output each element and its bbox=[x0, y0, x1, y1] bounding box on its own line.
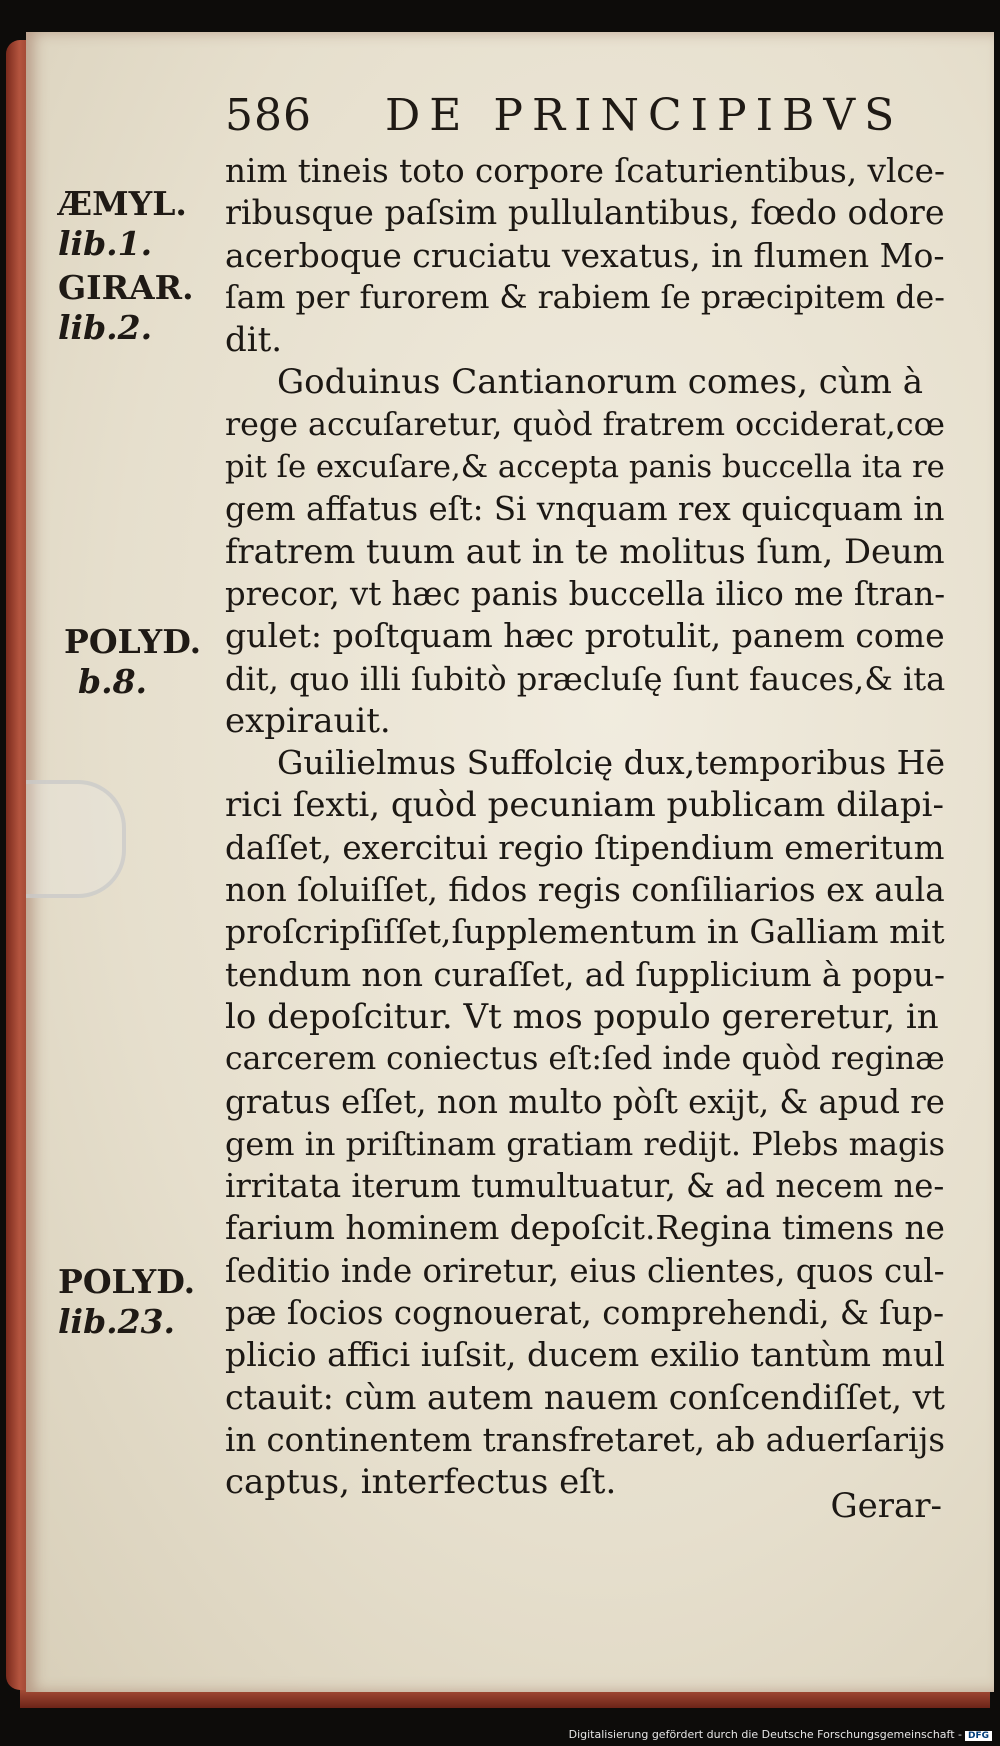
running-title: DE PRINCIPIBVS bbox=[384, 90, 904, 141]
paragraph-start-line: Goduinus Cantianorum comes, cùm à bbox=[277, 362, 923, 403]
text-line: carcerem coniectus eſt:ſed inde quòd reginæ bbox=[225, 1041, 945, 1078]
text-line: gem affatus eſt: Si vnquam rex quicquam in bbox=[225, 490, 945, 529]
text-line: gem in priſtinam gratiam redijt. Plebs magis bbox=[225, 1124, 945, 1163]
page-clip bbox=[26, 780, 126, 898]
catchword: Gerar- bbox=[830, 1486, 942, 1526]
text-line: farium hominem depoſcit.Regina timens ne bbox=[225, 1209, 945, 1248]
text-line: captus, interfectus eſt. bbox=[225, 1462, 617, 1503]
running-header bbox=[225, 90, 903, 141]
text-line: ctauit: cùm autem nauem conſcendiſſet, vt bbox=[225, 1377, 945, 1417]
text-line: tendum non curaſſet, ad ſupplicium à popu- bbox=[225, 955, 945, 994]
text-line: gulet: poſtquam hæc protulit, panem come bbox=[225, 616, 945, 656]
margin-note-polyd-1: POLYD. b.8. bbox=[64, 622, 202, 701]
text-line: gratus eſſet, non multo pòſt exijt, & apud re bbox=[225, 1082, 945, 1121]
body-text bbox=[225, 150, 945, 1504]
text-line: rege accuſaretur, quòd fratrem occiderat,cœ bbox=[225, 406, 945, 443]
text-line: plicio affici iuſsit, ducem exilio tantùm mul bbox=[225, 1335, 945, 1375]
text-line: fratrem tuum aut in te molitus ſum, Deum bbox=[225, 531, 945, 571]
text-line: non ſoluiſſet, fidos regis conſiliarios ex aula bbox=[225, 871, 945, 910]
dfg-logo: DFG bbox=[965, 1731, 992, 1741]
text-line: dit. bbox=[225, 320, 283, 361]
text-line: ribusque paſsim pullulantibus, fœdo odore bbox=[225, 193, 945, 233]
text-line: pit ſe excuſare,& accepta panis buccella ita re bbox=[225, 449, 945, 486]
digitization-footer bbox=[569, 1728, 992, 1741]
page-number: 586 bbox=[225, 90, 312, 141]
text-line: proſcripſiſſet,ſupplementum in Galliam mit bbox=[225, 912, 945, 952]
text-line: lo depoſcitur. Vt mos populo gereretur, in bbox=[225, 996, 939, 1037]
book-bottom-edge bbox=[20, 1690, 990, 1708]
footer-text: Digitalisierung gefördert durch die Deutsche Forschungsgemeinschaft - bbox=[568, 1728, 962, 1741]
text-line: rici ſexti, quòd pecuniam publicam dilapi- bbox=[225, 785, 944, 826]
text-line: in continentem transfretaret, ab aduerſarijs bbox=[225, 1420, 946, 1459]
text-line: irritata iterum tumultuatur, & ad necem ne- bbox=[225, 1167, 945, 1206]
text-line: ſeditio inde oriretur, eius clientes, quos cul- bbox=[225, 1251, 945, 1290]
text-line: pæ ſocios cognouerat, comprehendi, & ſup- bbox=[225, 1294, 945, 1333]
text-line: acerboque cruciatu vexatus, in flumen Mo- bbox=[225, 235, 945, 275]
margin-note-polyd-2: POLYD. lib.23. bbox=[58, 1262, 196, 1341]
margin-note-aemyl: ÆMYL. lib.1. bbox=[58, 184, 187, 263]
text-line: ſam per furorem & rabiem ſe præcipitem de- bbox=[225, 279, 945, 316]
text-line: nim tineis toto corpore ſcaturientibus, vlce- bbox=[225, 152, 946, 190]
margin-note-girar: GIRAR. lib.2. bbox=[58, 268, 194, 347]
text-line: precor, vt hæc panis buccella ilico me ſtran- bbox=[225, 574, 946, 613]
text-line: expirauit. bbox=[225, 700, 391, 741]
paragraph-start-line: Guilielmus Suffolcię dux,temporibus Hē bbox=[277, 743, 946, 783]
text-line: dit, quo illi ſubitò præcluſę ſunt fauces,& ita bbox=[225, 659, 946, 698]
text-line: daſſet, exercitui regio ſtipendium emeritum bbox=[225, 828, 945, 867]
